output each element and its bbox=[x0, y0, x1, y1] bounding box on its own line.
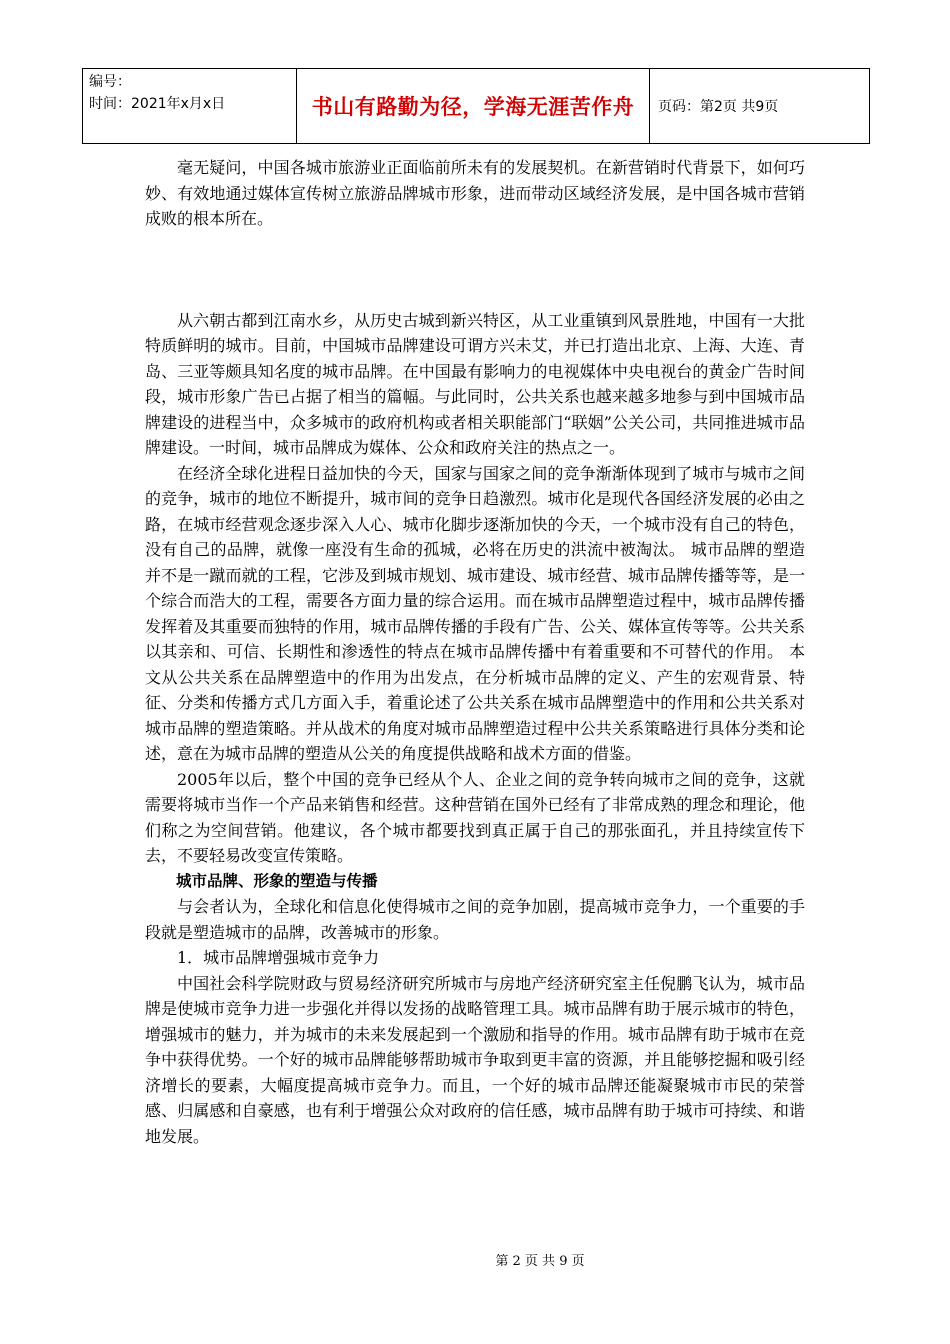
paragraph-3: 在经济全球化进程日益加快的今天，国家与国家之间的竞争渐渐体现到了城市与城市之间的竞争，城市的地位不断提升，城市间的竞争日趋激烈。城市化是现代各国经济发展的必由之路，在城市经营观念逐步深入人心、城市化脚步逐渐加快的今天，一个城市没有自己的特色，没有自己的品牌，就像一座没有生命的孤城，必将在历史的洪流中被淘汰。 城市品牌的塑造并不是一蹴而就的工程，它涉及到城市规划、城市建设、城市经营、城市品牌传播等等，是一个综合而浩大的工程，需要各方面力量的综合运用。而在城市品牌塑造过程中，城市品牌传播发挥着及其重要而独特的作用，城市品牌传播的手段有广告、公关、媒体宣传等等。公共关系以其亲和、可信、长期性和渗透性的特点在城市品牌传播中有着重要和不可替代的作用。 本文从公共关系在品牌塑造中的作用为出发点，在分析城市品牌的定义、产生的宏观背景、特征、分类和传播方式几方面入手，着重论述了公共关系在城市品牌塑造中的作用和公共关系对城市品牌的塑造策略。并从战术的角度对城市品牌塑造过程中公共关系策略进行具体分类和论述，意在为城市品牌的塑造从公关的角度提供战略和战术方面的借鉴。 bbox=[145, 463, 805, 763]
paragraph-4: 2005年以后，整个中国的竞争已经从个人、企业之间的竞争转向城市之间的竞争，这就需要将城市当作一个产品来销售和经营。这种营销在国外已经有了非常成熟的理念和理论，他们称之为空间营销。他建议，各个城市都要找到真正属于自己的那张面孔，并且持续宣传下去，不要轻易改变宣传策略。 bbox=[145, 769, 805, 865]
header-page-cell bbox=[650, 69, 870, 144]
paragraph-gap bbox=[145, 232, 805, 308]
paragraph-2: 从六朝古都到江南水乡，从历史古城到新兴特区，从工业重镇到风景胜地，中国有一大批特质鲜明的城市。目前，中国城市品牌建设可谓方兴未艾，并已打造出北京、上海、大连、青岛、三亚等颇具知名度的城市品牌。在中国最有影响力的电视媒体中央电视台的黄金广告时间段，城市形象广告已占据了相当的篇幅。与此同时，公共关系也越来越多地参与到中国城市品牌建设的进程当中，众多城市的政府机构或者相关职能部门“联姻”公关公司，共同推进城市品牌建设。一时间，城市品牌成为媒体、公众和政府关注的热点之一。 bbox=[145, 310, 805, 457]
page-label: 页码：第2页 共9页 bbox=[658, 99, 779, 115]
document-body bbox=[145, 155, 805, 1149]
subheading: 1．城市品牌增强城市竞争力 bbox=[177, 948, 380, 967]
section-heading: 城市品牌、形象的塑造与传播 bbox=[176, 871, 378, 890]
header-motto-cell bbox=[297, 69, 650, 144]
page-footer: 第 2 页 共 9 页 bbox=[495, 1254, 585, 1269]
page-header-table bbox=[82, 68, 870, 144]
sub-paragraph: 中国社会科学院财政与贸易经济研究所城市与房地产经济研究室主任倪鹏飞认为，城市品牌是使城市竞争力进一步强化并得以发扬的战略管理工具。城市品牌有助于展示城市的特色，增强城市的魅力，并为城市的未来发展起到一个激励和指导的作用。城市品牌有助于城市在竞争中获得优势。一个好的城市品牌能够帮助城市争取到更丰富的资源，并且能够挖掘和吸引经济增长的要素，大幅度提高城市竞争力。而且，一个好的城市品牌还能凝聚城市市民的荣誉感、归属感和自豪感，也有利于增强公众对政府的信任感，城市品牌有助于城市可持续、和谐地发展。 bbox=[145, 973, 805, 1146]
serial-label: 编号： bbox=[89, 74, 131, 90]
header-meta-cell bbox=[83, 69, 297, 144]
section-paragraph: 与会者认为，全球化和信息化使得城市之间的竞争加剧，提高城市竞争力，一个重要的手段就是塑造城市的品牌，改善城市的形象。 bbox=[145, 897, 805, 942]
paragraph-1: 毫无疑问，中国各城市旅游业正面临前所未有的发展契机。在新营销时代背景下，如何巧妙、有效地通过媒体宣传树立旅游品牌城市形象，进而带动区域经济发展，是中国各城市营销成败的根本所在。 bbox=[145, 158, 805, 228]
motto-text: 书山有路勤为径，学海无涯苦作舟 bbox=[311, 95, 635, 119]
time-label: 时间：2021年x月x日 bbox=[89, 96, 226, 112]
